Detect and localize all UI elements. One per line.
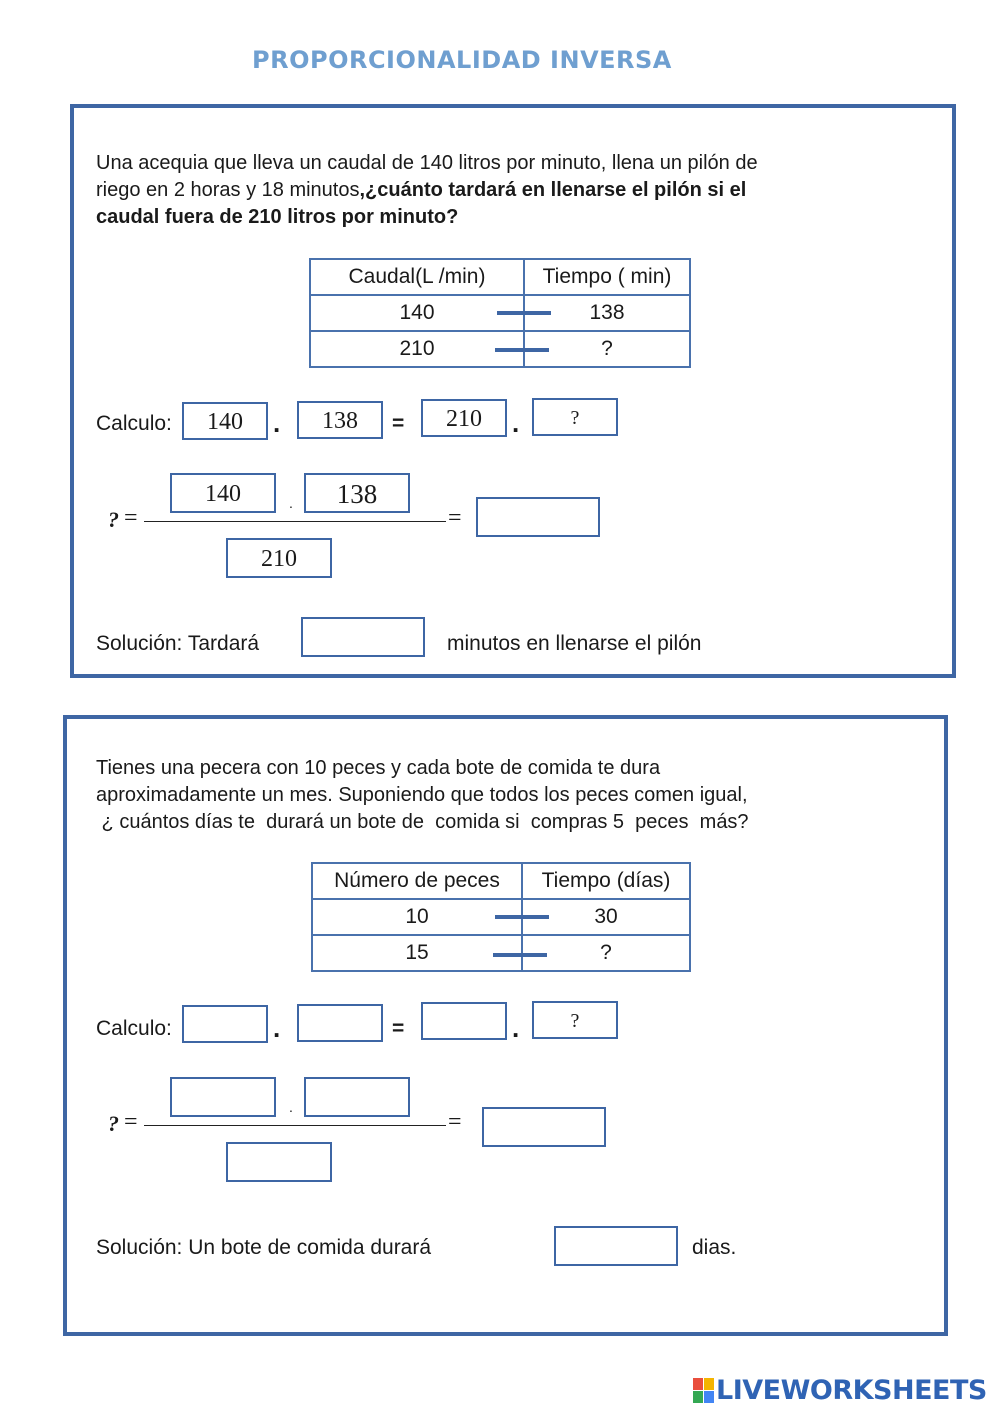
calc-box-4[interactable]: ? [532, 1001, 618, 1039]
exercise-1-line-2 [96, 177, 758, 204]
fraction-result-box[interactable] [476, 497, 600, 537]
logo-block [704, 1391, 714, 1403]
equals-sign: = [392, 412, 405, 435]
unknown-symbol: ? [108, 1111, 119, 1136]
multiply-dot: . [273, 408, 281, 438]
exercise-1-line-3-question: caudal fuera de 210 litros por minuto? [96, 206, 459, 228]
unknown-symbol: ? [108, 507, 119, 532]
numerator-box-2[interactable] [304, 1077, 410, 1117]
solution-suffix: dias. [692, 1236, 737, 1259]
liveworksheets-logo [693, 1376, 987, 1404]
calc-box-2[interactable]: 138 [297, 401, 383, 439]
solution-box[interactable] [554, 1226, 678, 1266]
denominator-box[interactable] [226, 1142, 332, 1182]
calc-box-3[interactable]: 210 [421, 399, 507, 437]
exercise-1-line-2-plain: riego en 2 horas y 18 minutos [96, 179, 360, 201]
numerator-box-1[interactable] [170, 1077, 276, 1117]
exercise-2-text [96, 755, 749, 836]
exercise-2-line-3: ¿ cuántos días te durará un bote de comida si compras 5 peces más? [96, 811, 749, 833]
calc-box-1[interactable]: 140 [182, 402, 268, 440]
solution-suffix: minutos en llenarse el pilón [447, 632, 702, 655]
multiply-dot: . [512, 1013, 520, 1043]
calc-box-3[interactable] [421, 1002, 507, 1040]
logo-text: LIVEWORKSHEETS [716, 1374, 987, 1406]
logo-blocks-icon [693, 1378, 714, 1403]
numerator-box-2[interactable]: 138 [304, 473, 410, 513]
multiply-dot: . [512, 408, 520, 438]
fraction-result-box[interactable] [482, 1107, 606, 1147]
exercise-1-line-1: Una acequia que lleva un caudal de 140 litros por minuto, llena un pilón de [96, 152, 758, 174]
numerator-dot: . [289, 495, 293, 511]
logo-block [704, 1378, 714, 1390]
calc-label: Calculo: [96, 1017, 172, 1040]
numerator-dot: . [289, 1099, 293, 1115]
equals-sign: = [124, 1109, 138, 1135]
exercise-2-line-1: Tienes una pecera con 10 peces y cada bote de comida te dura [96, 757, 661, 779]
table-cell: ? [524, 331, 690, 367]
calc-box-1[interactable] [182, 1005, 268, 1043]
equals-sign: = [448, 505, 462, 531]
page-title: PROPORCIONALIDAD INVERSA [252, 46, 672, 74]
table-cell: 30 [522, 899, 690, 935]
multiply-dot: . [273, 1013, 281, 1043]
exercise-2-line-2: aproximadamente un mes. Suponiendo que todos los peces comen igual, [96, 784, 748, 806]
table-cell: ? [522, 935, 690, 971]
inverse-marker [493, 953, 547, 957]
denominator-box[interactable]: 210 [226, 538, 332, 578]
equals-sign: = [392, 1017, 405, 1040]
solution-label: Solución: Un bote de comida durará [96, 1236, 432, 1259]
solution-box[interactable] [301, 617, 425, 657]
table-header-days: Tiempo (días) [522, 863, 690, 899]
fraction-line [144, 521, 446, 522]
equals-sign: = [448, 1109, 462, 1135]
table-header-time: Tiempo ( min) [524, 259, 690, 295]
inverse-marker [495, 915, 549, 919]
inverse-marker [495, 348, 549, 352]
exercise-1-line-3 [96, 204, 758, 231]
calc-box-4[interactable]: ? [532, 398, 618, 436]
table-header-row [312, 863, 690, 899]
equals-sign: = [124, 505, 138, 531]
logo-block [693, 1378, 703, 1390]
exercise-1-text [96, 150, 758, 231]
table-cell: 138 [524, 295, 690, 331]
inverse-marker [497, 311, 551, 315]
exercise-1-line-2-question: ,¿cuánto tardará en llenarse el pilón si el [359, 179, 747, 201]
table-cell: 140 [310, 295, 524, 331]
table-cell: 210 [310, 331, 524, 367]
table-cell: 15 [312, 935, 522, 971]
table-header-fish: Número de peces [312, 863, 522, 899]
logo-block [693, 1391, 703, 1403]
table-header-row [310, 259, 690, 295]
numerator-box-1[interactable]: 140 [170, 473, 276, 513]
solution-label: Solución: Tardará [96, 632, 260, 655]
table-cell: 10 [312, 899, 522, 935]
calc-label: Calculo: [96, 412, 172, 435]
calc-box-2[interactable] [297, 1004, 383, 1042]
table-header-flow: Caudal(L /min) [310, 259, 524, 295]
fraction-line [144, 1125, 446, 1126]
